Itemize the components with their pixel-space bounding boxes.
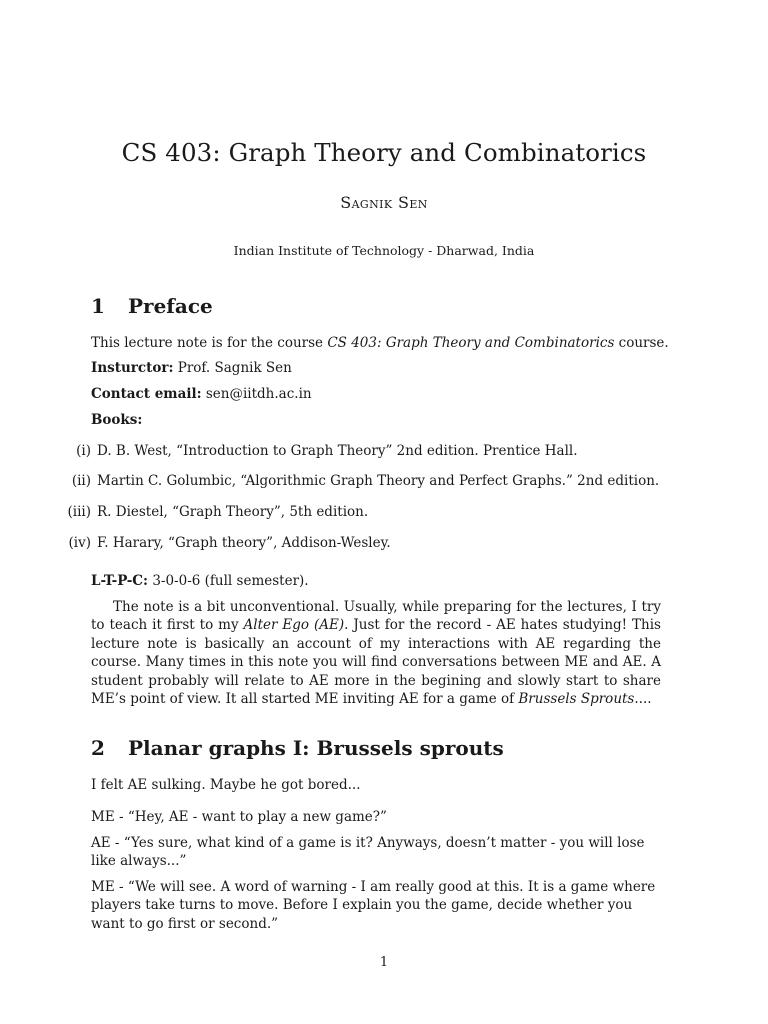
paper-title: CS 403: Graph Theory and Combinatorics	[121, 138, 647, 167]
book-item	[58, 473, 659, 489]
book-item	[58, 504, 368, 520]
para-text: The note is a bit unconventional. Usually, while preparing for the lectures, I try to teach it first to my	[91, 599, 661, 634]
ltpc-label: L-T-P-C:	[91, 573, 149, 589]
books-label	[91, 412, 142, 428]
book-item-text: D. B. West, “Introduction to Graph Theory” 2nd edition. Prentice Hall.	[97, 443, 578, 459]
course-name: CS 403: Graph Theory and Combinatorics	[327, 335, 615, 351]
dialogue-line: ME - “We will see. A word of warning - I am really good at this. It is a game where players take turns to move. Before I explain you the game, decide whether you want to go first or second.”	[91, 879, 656, 932]
dialogue-line: AE - “Yes sure, what kind of a game is it? Anyways, doesn’t matter - you will lose like always...”	[91, 835, 645, 870]
email-label: Contact email:	[91, 386, 202, 402]
section-number: 1	[91, 294, 105, 318]
book-item-label: (ii)	[71, 473, 91, 489]
para-text: Just for the record - AE hates studying! This lecture note is basically an account of my interactions with AE regarding the course. Many times in this note you will find conversations between ME and AE. A student probably will relate to AE more in the begining and slowly start to share ME’s point of view. It all started ME inviting AE for a game of	[91, 617, 661, 708]
book-item-label: (iv)	[68, 535, 91, 551]
email-line	[91, 386, 312, 402]
intro-text: This lecture note is for the course	[91, 335, 328, 351]
book-item-text: Martin C. Golumbic, “Algorithmic Graph Theory and Perfect Graphs.” 2nd edition.	[97, 473, 660, 489]
book-item	[58, 443, 578, 459]
section-number: 2	[91, 736, 105, 760]
instructor-value: Prof. Sagnik Sen	[173, 360, 292, 376]
page-number: 1	[379, 955, 389, 970]
author-name: Sagnik Sen	[340, 193, 428, 212]
para-text: ....	[634, 691, 652, 708]
book-item-text: F. Harary, “Graph theory”, Addison-Wesley.	[97, 535, 391, 551]
books-label-text: Books:	[91, 412, 143, 428]
instructor-label: Insturctor:	[91, 360, 174, 376]
ltpc-line	[91, 573, 309, 589]
book-item-label: (iii)	[67, 504, 91, 520]
para-italic: Brussels Sprouts	[518, 691, 635, 708]
preface-paragraph	[91, 598, 661, 708]
email-value: sen@iitdh.ac.in	[201, 386, 312, 402]
book-item	[58, 535, 391, 551]
dialogue-line: I felt AE sulking. Maybe he got bored...	[91, 777, 361, 793]
instructor-line	[91, 360, 292, 376]
para-italic: Alter Ego (AE).	[243, 617, 349, 634]
section-title: Preface	[128, 294, 213, 318]
book-item-label: (i)	[76, 443, 91, 459]
book-item-text: R. Diestel, “Graph Theory”, 5th edition.	[97, 504, 369, 520]
intro-text-end: course.	[614, 335, 669, 351]
section-title: Planar graphs I: Brussels sprouts	[128, 736, 504, 760]
preface-intro	[91, 335, 669, 351]
ltpc-value: 3-0-0-6 (full semester).	[148, 573, 309, 589]
dialogue-line: ME - “Hey, AE - want to play a new game?”	[91, 809, 387, 825]
section-heading-preface	[91, 294, 213, 318]
affiliation: Indian Institute of Technology - Dharwad, India	[233, 243, 535, 258]
section-heading-planar-graphs	[91, 736, 504, 760]
